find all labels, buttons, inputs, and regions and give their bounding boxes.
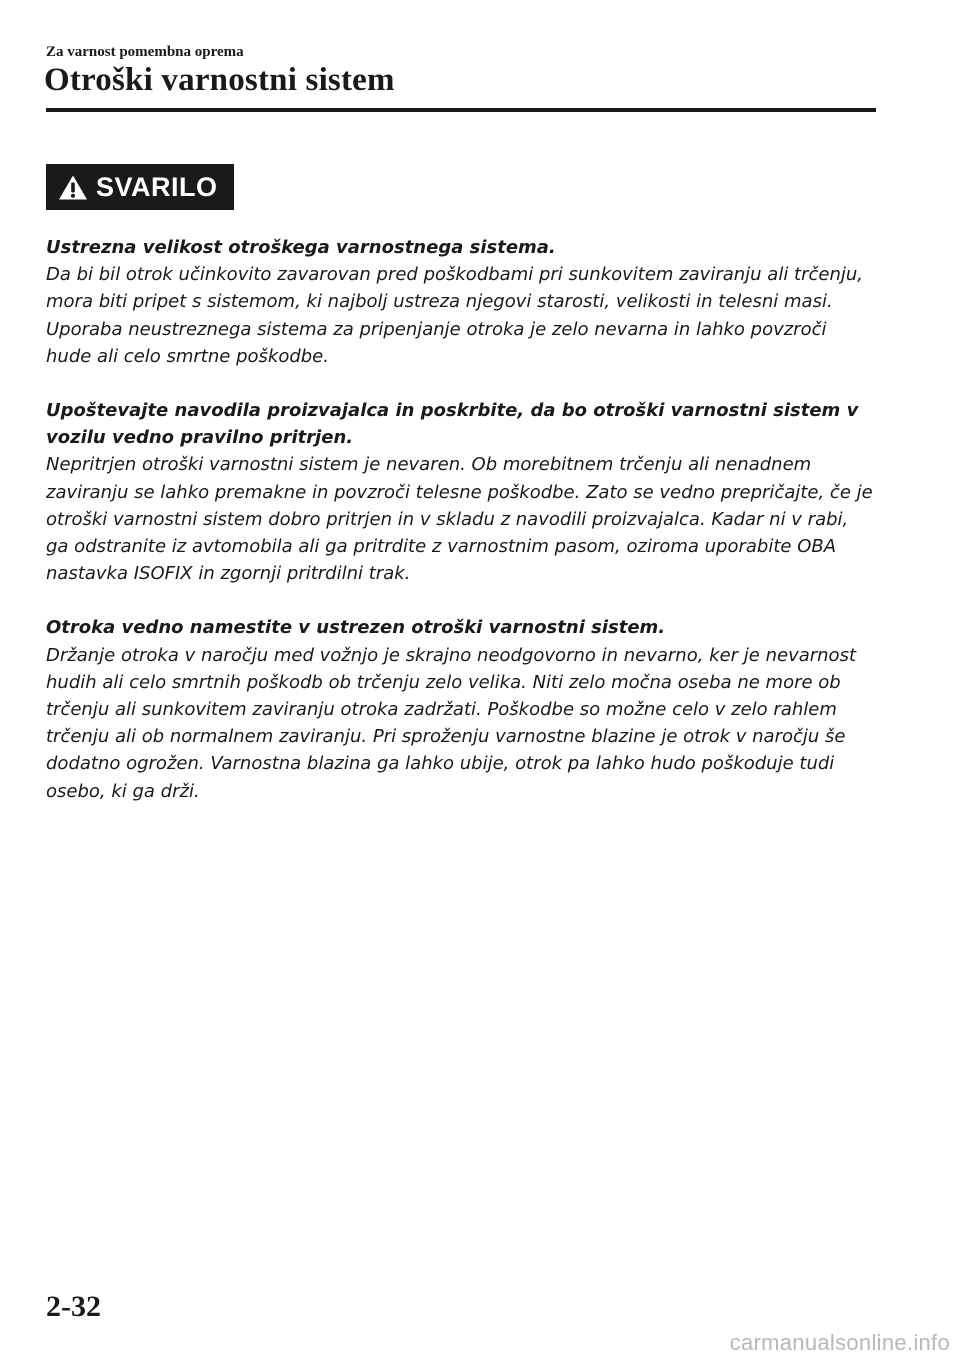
block-body: Da bi bil otrok učinkovito zavarovan pred poškodbami pri sunkovitem zaviranju ali trčenju, mora biti pripet s sistemom, ki najbolj ustreza njegovi starosti, velikosti in telesni masi. Uporaba neustreznega sistema za pripenjanje otroka je zelo nevarna in lahko povzroči hude ali celo smrtne poškodbe. (46, 264, 864, 367)
block-body: Držanje otroka v naročju med vožnjo je skrajno neodgovorno in nevarno, ker je nevarnost hudih ali celo smrtnih poškodb ob trčenju zelo velika. Niti zelo močna oseba ne more ob trčenju ali sunkovitem zaviranju otroka zadržati. Poškodbe so možne celo v zelo rahlem trčenju ali ob normalnem zaviranju. Pri sproženju varnostne blazine je otrok v naročju še dodatno ogrožen. Varnostna blazina ga lahko ubije, otrok pa lahko hudo poškoduje tudi osebo, ki ga drži. (46, 644, 857, 802)
title-divider (46, 108, 876, 112)
warning-badge (46, 164, 234, 210)
page-number: 2-32 (46, 1290, 101, 1323)
warning-block (46, 397, 876, 587)
block-body: Nepritrjen otroški varnostni sistem je nevaren. Ob morebitnem trčenju ali nenadnem zaviranju se lahko premakne in povzroči telesne poškodbe. Zato se vedno prepričajte, če je otroški varnostni sistem dobro pritrjen in v skladu z navodili proizvajalca. Kadar ni v rabi, ga odstranite iz avtomobila ali ga pritrdite z varnostnim pasom, oziroma uporabite OBA nastavka ISOFIX in zgornji pritrdilni trak. (46, 454, 873, 585)
warning-block (46, 234, 876, 370)
warning-block (46, 614, 876, 804)
block-heading: Upoštevajte navodila proizvajalca in poskrbite, da bo otroški varnostni sistem v vozilu vedno pravilno pritrjen. (46, 400, 859, 449)
block-heading: Ustrezna velikost otroškega varnostnega sistema. (46, 237, 556, 258)
block-heading: Otroka vedno namestite v ustrezen otroški varnostni sistem. (46, 617, 666, 639)
warning-content (46, 234, 876, 832)
warning-triangle-icon (58, 174, 88, 201)
page-title: Otroški varnostni sistem (44, 62, 395, 98)
watermark: carmanualsonline.info (729, 1330, 950, 1355)
warning-label: SVARILO (96, 171, 218, 202)
section-label: Za varnost pomembna oprema (46, 44, 244, 60)
